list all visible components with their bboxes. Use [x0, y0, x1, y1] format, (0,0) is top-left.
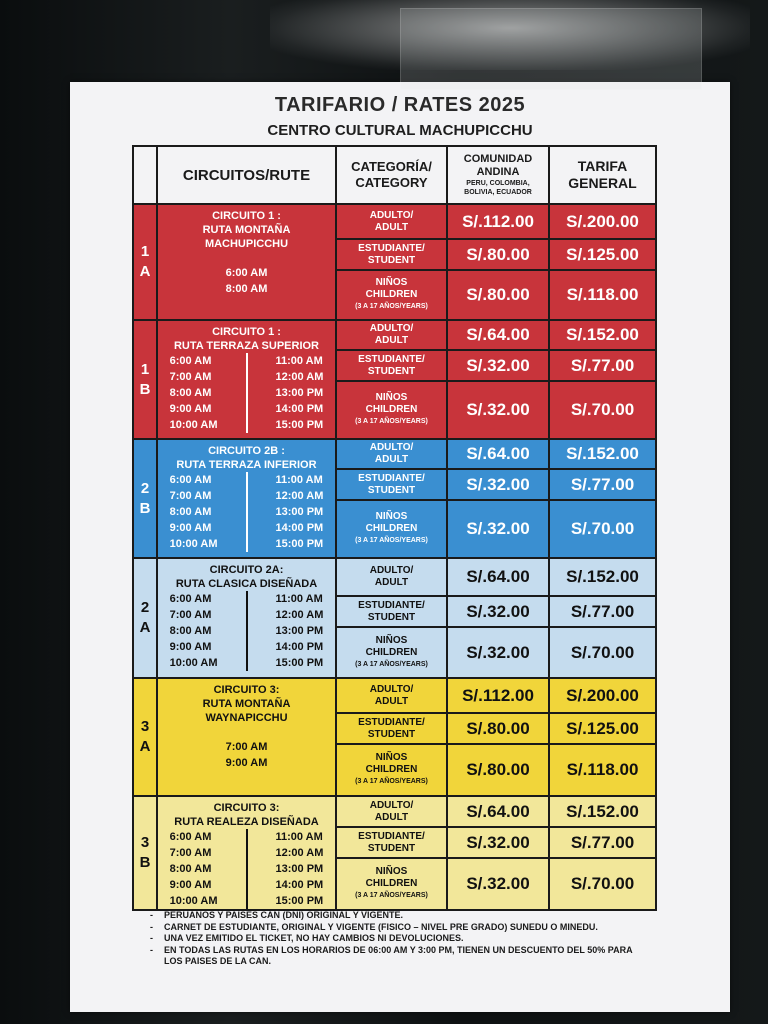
circuit-details	[157, 558, 336, 678]
time-slot: 11:00 AM	[275, 355, 323, 367]
header-andina	[447, 146, 549, 204]
category-label	[336, 270, 447, 320]
circuit-name: CIRCUITO 3:	[213, 802, 280, 814]
price-andina: S/.32.00	[447, 627, 549, 678]
circuit-code-number: 1	[140, 243, 150, 260]
time-slot: 6:00 AM	[225, 267, 268, 279]
category-label	[336, 627, 447, 678]
category-en: STUDENT	[367, 611, 416, 623]
category-age-range: (3 A 17 AÑOS/YEARS)	[355, 892, 428, 899]
category-en: ADULT	[374, 695, 409, 707]
circuit-route-place: WAYNAPICCHU	[205, 712, 288, 724]
category-es: ESTUDIANTE/	[358, 599, 425, 611]
note-text: CARNET DE ESTUDIANTE, ORIGINAL Y VIGENTE (FISICO – NIVEL PRE GRADO) SUNEDU O MINEDU.	[164, 921, 598, 932]
header-andina-line1: COMUNIDAD	[463, 153, 533, 165]
time-slot: 8:00 AM	[169, 506, 212, 518]
price-andina: S/.32.00	[447, 858, 549, 910]
time-slot: 8:00 AM	[169, 387, 212, 399]
category-label	[336, 204, 447, 239]
category-label	[336, 239, 447, 270]
category-en: ADULT	[374, 335, 409, 346]
time-slot: 13:00 PM	[275, 863, 324, 875]
circuit-row	[133, 439, 656, 469]
time-slot: 13:00 PM	[275, 506, 324, 518]
circuit-name: CIRCUITO 1 :	[212, 326, 281, 338]
price-general: S/.152.00	[549, 796, 656, 827]
circuit-route: RUTA MONTAÑA	[202, 698, 291, 710]
time-slot: 8:00 AM	[169, 863, 212, 875]
time-slot: 13:00 PM	[275, 387, 324, 399]
circuit-route: RUTA TERRAZA SUPERIOR	[173, 340, 320, 352]
category-label	[336, 320, 447, 350]
time-slot: 6:00 AM	[169, 355, 212, 367]
time-slot: 7:00 AM	[169, 847, 212, 859]
note-item: - EN TODAS LAS RUTAS EN LOS HORARIOS DE 06:00 AM Y 3:00 PM, TIENEN UN DESCUENTO DEL 50% PARA LOS PAISES DE LA CAN.	[150, 945, 650, 968]
time-slot: 14:00 PM	[275, 403, 324, 415]
note-item: - UNA VEZ EMITIDO EL TICKET, NO HAY CAMBIOS NI DEVOLUCIONES.	[150, 933, 464, 943]
price-general: S/.77.00	[549, 469, 656, 500]
header-andina-line2: ANDINA	[476, 166, 520, 178]
category-en: STUDENT	[367, 728, 416, 740]
category-en: CHILDREN	[365, 878, 418, 889]
note-text: PERUANOS Y PAISES CAN (DNI) ORIGINAL Y VIGENTE.	[164, 910, 404, 920]
category-age-range: (3 A 17 AÑOS/YEARS)	[355, 778, 428, 785]
time-slot: 9:00 AM	[169, 641, 212, 653]
category-es: ESTUDIANTE/	[358, 716, 425, 728]
circuit-details	[157, 320, 336, 439]
circuit-route: RUTA TERRAZA INFERIOR	[176, 459, 317, 471]
price-andina: S/.80.00	[447, 239, 549, 270]
time-slot: 15:00 PM	[275, 895, 324, 907]
time-slot: 9:00 AM	[169, 879, 212, 891]
time-slot: 7:00 AM	[225, 741, 268, 753]
header-category	[336, 146, 447, 204]
category-label	[336, 827, 447, 858]
category-en: STUDENT	[367, 365, 416, 377]
price-general: S/.118.00	[549, 270, 656, 320]
category-label	[336, 469, 447, 500]
price-andina: S/.32.00	[447, 381, 549, 439]
circuit-code-number: 3	[140, 834, 150, 851]
header-blank	[133, 146, 157, 204]
category-es: ADULTO/	[369, 565, 414, 576]
category-es: ESTUDIANTE/	[358, 242, 425, 254]
category-en: ADULT	[374, 577, 409, 588]
category-en: STUDENT	[367, 254, 416, 266]
category-es: ESTUDIANTE/	[358, 353, 425, 365]
category-en: STUDENT	[367, 842, 416, 854]
price-general: S/.125.00	[549, 713, 656, 744]
category-en: CHILDREN	[365, 523, 418, 534]
category-label	[336, 678, 447, 713]
price-andina: S/.64.00	[447, 796, 549, 827]
header-category-en: CATEGORY	[355, 175, 428, 190]
circuit-route: RUTA MONTAÑA	[202, 224, 291, 236]
circuit-code	[133, 796, 157, 910]
circuit-code-letter: B	[139, 499, 151, 517]
category-es: ADULTO/	[369, 323, 414, 334]
price-andina: S/.32.00	[447, 596, 549, 627]
time-slot: 7:00 AM	[169, 490, 212, 502]
category-en: ADULT	[374, 221, 409, 233]
price-general: S/.70.00	[549, 500, 656, 558]
time-slot: 10:00 AM	[169, 657, 218, 669]
circuit-row	[133, 204, 656, 239]
note-item: - PERUANOS Y PAISES CAN (DNI) ORIGINAL Y VIGENTE.	[150, 910, 404, 920]
price-general: S/.70.00	[549, 858, 656, 910]
price-general: S/.70.00	[549, 381, 656, 439]
note-item: - CARNET DE ESTUDIANTE, ORIGINAL Y VIGENTE (FISICO – NIVEL PRE GRADO) SUNEDU O MINEDU.	[150, 921, 598, 932]
category-es: ESTUDIANTE/	[358, 472, 425, 484]
time-slot: 11:00 AM	[275, 474, 323, 486]
circuit-row	[133, 678, 656, 713]
time-slot: 15:00 PM	[275, 538, 324, 550]
time-slot: 10:00 AM	[169, 419, 218, 431]
category-es: NIÑOS	[375, 634, 408, 646]
time-slot: 8:00 AM	[225, 283, 268, 295]
time-slot: 13:00 PM	[275, 625, 324, 637]
header-general-line2: GENERAL	[568, 175, 637, 191]
time-slot: 11:00 AM	[275, 593, 323, 605]
time-slot: 14:00 PM	[275, 641, 324, 653]
header-andina-countries-1: PERU, COLOMBIA,	[466, 180, 530, 187]
time-slot: 14:00 PM	[275, 522, 324, 534]
category-en: CHILDREN	[365, 289, 418, 300]
time-slot: 7:00 AM	[169, 371, 212, 383]
time-slot: 6:00 AM	[169, 831, 212, 843]
category-en: STUDENT	[367, 484, 416, 496]
circuit-route: RUTA CLASICA DISEÑADA	[175, 578, 318, 590]
circuit-code-number: 3	[140, 718, 150, 735]
category-es: ADULTO/	[369, 442, 414, 453]
category-es: ADULTO/	[369, 799, 414, 811]
category-label	[336, 858, 447, 910]
circuit-name: CIRCUITO 2A:	[209, 564, 284, 576]
category-es: ADULTO/	[369, 683, 414, 695]
time-slot: 9:00 AM	[225, 757, 268, 769]
price-andina: S/.32.00	[447, 500, 549, 558]
category-label	[336, 596, 447, 627]
footnotes	[150, 910, 650, 968]
circuit-route-place: MACHUPICCHU	[204, 238, 289, 250]
category-en: CHILDREN	[365, 404, 418, 415]
price-andina: S/.112.00	[447, 678, 549, 713]
page-subtitle: CENTRO CULTURAL MACHUPICCHU	[267, 122, 533, 139]
circuit-code-letter: A	[139, 738, 151, 755]
header-andina-countries-2: BOLIVIA, ECUADOR	[464, 189, 532, 196]
circuit-code-letter: B	[139, 854, 151, 871]
price-andina: S/.64.00	[447, 439, 549, 469]
category-es: NIÑOS	[375, 392, 408, 403]
time-slot: 14:00 PM	[275, 879, 324, 891]
category-age-range: (3 A 17 AÑOS/YEARS)	[355, 418, 428, 425]
circuit-code	[133, 204, 157, 320]
circuit-code-letter: A	[139, 619, 151, 636]
category-es: ESTUDIANTE/	[358, 830, 425, 842]
time-slot: 8:00 AM	[169, 625, 212, 637]
circuit-code-letter: A	[139, 263, 151, 280]
category-en: ADULT	[374, 454, 409, 465]
circuit-code	[133, 558, 157, 678]
price-andina: S/.64.00	[447, 558, 549, 596]
category-label	[336, 713, 447, 744]
category-label	[336, 796, 447, 827]
price-general: S/.200.00	[549, 204, 656, 239]
page-title: TARIFARIO / RATES 2025	[274, 94, 526, 116]
circuit-name: CIRCUITO 2B :	[208, 445, 285, 457]
category-en: CHILDREN	[365, 764, 418, 775]
rates-table	[132, 145, 657, 911]
header-route: CIRCUITOS/RUTE	[157, 146, 336, 204]
circuit-code-number: 1	[140, 360, 150, 378]
header-general	[549, 146, 656, 204]
category-label	[336, 439, 447, 469]
price-andina: S/.112.00	[447, 204, 549, 239]
price-general: S/.77.00	[549, 350, 656, 381]
note-text: EN TODAS LAS RUTAS EN LOS HORARIOS DE 06:00 AM Y 3:00 PM, TIENEN UN DESCUENTO DEL 50% PARA LOS PAISES DE LA CAN.	[164, 944, 633, 966]
price-general: S/.77.00	[549, 827, 656, 858]
circuit-name: CIRCUITO 3:	[213, 684, 280, 696]
price-general: S/.77.00	[549, 596, 656, 627]
time-slot: 10:00 AM	[169, 538, 218, 550]
header-category-es: CATEGORÍA/	[351, 159, 432, 174]
price-andina: S/.32.00	[447, 469, 549, 500]
circuit-code	[133, 439, 157, 558]
category-es: NIÑOS	[375, 511, 408, 522]
circuit-code-letter: B	[139, 380, 151, 398]
time-slot: 7:00 AM	[169, 609, 212, 621]
category-en: CHILDREN	[365, 646, 418, 658]
circuit-row	[133, 796, 656, 827]
price-general: S/.200.00	[549, 678, 656, 713]
time-slot: 6:00 AM	[169, 593, 212, 605]
price-andina: S/.32.00	[447, 350, 549, 381]
time-slot: 11:00 AM	[275, 831, 323, 843]
price-general: S/.152.00	[549, 439, 656, 469]
time-slot: 15:00 PM	[275, 419, 324, 431]
circuit-code-number: 2	[140, 599, 150, 616]
category-label	[336, 558, 447, 596]
circuit-name: CIRCUITO 1 :	[212, 210, 281, 222]
circuit-route: RUTA REALEZA DISEÑADA	[174, 816, 319, 828]
price-general: S/.152.00	[549, 320, 656, 350]
category-label	[336, 350, 447, 381]
time-slot: 10:00 AM	[169, 895, 218, 907]
price-general: S/.70.00	[549, 627, 656, 678]
time-slot: 12:00 AM	[275, 609, 324, 621]
category-label	[336, 500, 447, 558]
price-general: S/.125.00	[549, 239, 656, 270]
price-andina: S/.80.00	[447, 713, 549, 744]
time-slot: 12:00 AM	[275, 490, 324, 502]
circuit-details	[157, 678, 336, 796]
time-slot: 6:00 AM	[169, 474, 212, 486]
price-andina: S/.64.00	[447, 320, 549, 350]
circuit-details	[157, 204, 336, 320]
price-general: S/.152.00	[549, 558, 656, 596]
time-slot: 12:00 AM	[275, 371, 324, 383]
category-age-range: (3 A 17 AÑOS/YEARS)	[355, 537, 428, 544]
category-es: NIÑOS	[375, 752, 408, 763]
price-general: S/.118.00	[549, 744, 656, 796]
circuit-row	[133, 558, 656, 596]
tape-strip	[400, 8, 702, 90]
category-age-range: (3 A 17 AÑOS/YEARS)	[355, 303, 428, 310]
category-age-range: (3 A 17 AÑOS/YEARS)	[355, 660, 428, 668]
circuit-details	[157, 796, 336, 910]
price-andina: S/.80.00	[447, 270, 549, 320]
time-slot: 12:00 AM	[275, 847, 324, 859]
circuit-code	[133, 678, 157, 796]
circuit-details	[157, 439, 336, 558]
circuit-code-number: 2	[140, 479, 150, 497]
price-andina: S/.32.00	[447, 827, 549, 858]
header-general-line1: TARIFA	[577, 158, 628, 174]
circuit-row	[133, 320, 656, 350]
time-slot: 15:00 PM	[275, 657, 324, 669]
category-label	[336, 744, 447, 796]
time-slot: 9:00 AM	[169, 522, 212, 534]
circuit-code	[133, 320, 157, 439]
category-es: NIÑOS	[375, 277, 408, 288]
category-label	[336, 381, 447, 439]
category-es: NIÑOS	[375, 866, 408, 877]
category-en: ADULT	[374, 811, 409, 823]
time-slot: 9:00 AM	[169, 403, 212, 415]
price-andina: S/.80.00	[447, 744, 549, 796]
category-es: ADULTO/	[369, 209, 414, 221]
note-text: UNA VEZ EMITIDO EL TICKET, NO HAY CAMBIOS NI DEVOLUCIONES.	[164, 933, 464, 943]
